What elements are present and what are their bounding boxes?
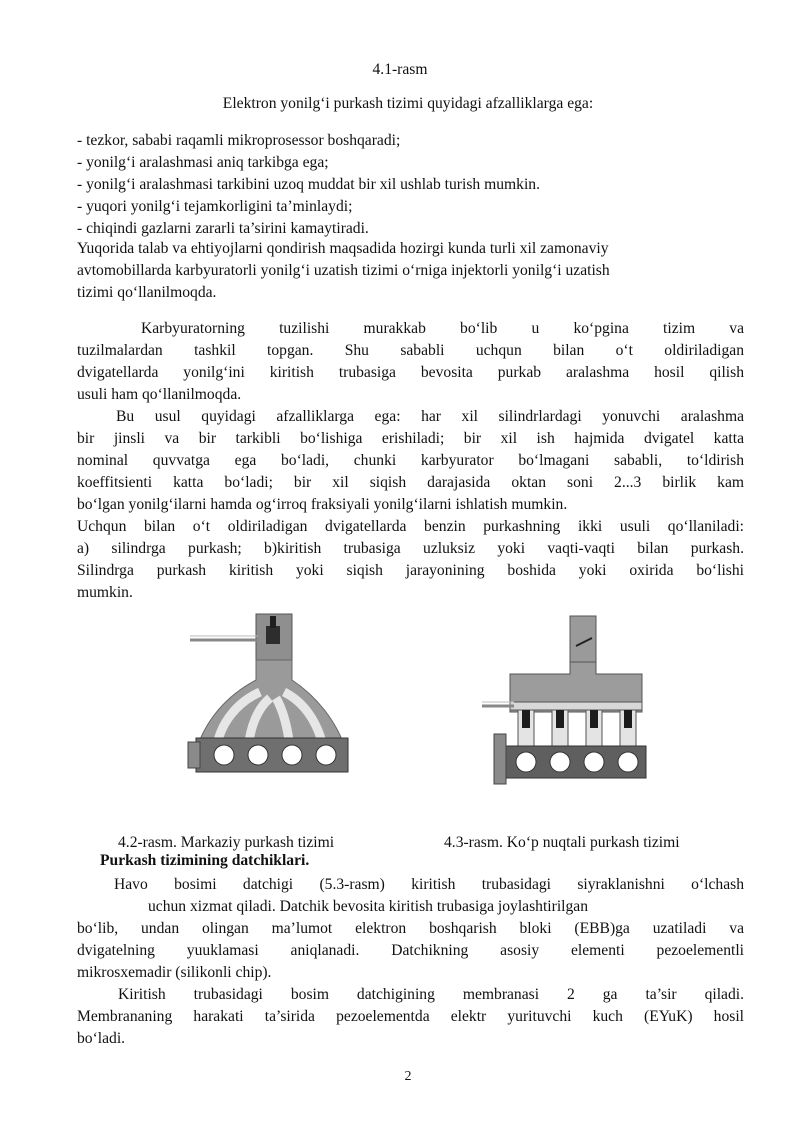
paragraph-line: nominal quvvatga ega bo‘ladi, chunki karbyurator bo‘lmagani sababli, to‘ldirish xyxy=(77,452,744,469)
paragraph-line: bo‘lib, undan olingan ma’lumot elektron boshqarish bloki (EBB)ga uzatiladi va xyxy=(77,920,744,937)
figure-caption-4-3: 4.3-rasm. Ko‘p nuqtali purkash tizimi xyxy=(444,833,680,851)
paragraph-line: Membrananing harakati ta’sirida pezoelementda elektr yurituvchi kuch (EYuK) hosil xyxy=(77,1008,744,1025)
figure-caption-4-1: 4.1-rasm xyxy=(372,61,428,78)
paragraph-line: a) silindrga purkash; b)kiritish trubasiga uzluksiz yoki vaqti-vaqti bilan purkash. xyxy=(77,540,744,557)
page-number: 2 xyxy=(404,1069,412,1084)
paragraph-line: dvigatelning yuuklamasi aniqlanadi. Datchikning asosiy elementi pezoelementli xyxy=(77,942,744,959)
paragraph-line: tuzilmalardan tashkil topgan. Shu sababli uchqun bilan o‘t oldiriladigan xyxy=(77,342,744,359)
bullet-item: - chiqindi gazlarni zararli ta’sirini kamaytiradi. xyxy=(77,220,369,237)
paragraph-line: usuli ham qo‘llanilmoqda. xyxy=(77,386,242,403)
paragraph-line: Karbyuratorning tuzilishi murakkab bo‘lib u ko‘pgina tizim va xyxy=(141,320,744,337)
intro-line: Elektron yonilg‘i purkash tizimi quyidagi afzalliklarga ega: xyxy=(222,95,594,112)
paragraph-line: Bu usul quyidagi afzalliklarga ega: har xil silindrlardagi yonuvchi aralashma xyxy=(116,408,744,425)
bullet-item: - yonilg‘i aralashmasi aniq tarkibga ega; xyxy=(77,154,329,171)
section-heading: Purkash tizimining datchiklari. xyxy=(100,852,310,869)
paragraph-line: tizimi qo‘llanilmoqda. xyxy=(77,284,217,301)
bullet-item: - yuqori yonilg‘i tejamkorligini ta’minlaydi; xyxy=(77,198,353,215)
paragraph-line: mumkin. xyxy=(77,584,133,601)
paragraph-line: Silindrga purkash kiritish yoki siqish jarayonining boshida yoki oxirida bo‘lishi xyxy=(77,562,744,579)
paragraph-line: bir jinsli va bir tarkibli bo‘lishiga erishiladi; bir xil ish hajmida dvigatel katta xyxy=(77,430,744,447)
paragraph-line: mikrosxemadir (silikonli chip). xyxy=(77,964,272,981)
bullet-item: - yonilg‘i aralashmasi tarkibini uzoq muddat bir xil ushlab turish mumkin. xyxy=(77,176,540,193)
paragraph-line: Kiritish trubasidagi bosim datchigining membranasi 2 ga ta’sir qiladi. xyxy=(118,986,744,1003)
paragraph-line: Havo bosimi datchigi (5.3-rasm) kiritish trubasidagi siyraklanishni o‘lchash xyxy=(114,876,744,893)
central-injection-illustration xyxy=(186,610,352,790)
paragraph-line: bo‘ladi. xyxy=(77,1030,126,1047)
paragraph-line: bo‘lgan yonilg‘ilarni hamda og‘irroq fraksiyali yonilg‘ilarni ishlatish mumkin. xyxy=(77,496,568,513)
bullet-item: - tezkor, sababi raqamli mikroprosessor boshqaradi; xyxy=(77,132,401,149)
paragraph-line: koeffitsienti katta bo‘ladi; bir xil siqish darajasida oktan soni 2...3 birlik kam xyxy=(77,474,744,491)
multipoint-injection-illustration xyxy=(480,612,650,792)
paragraph-line: dvigatellarda yonilg‘ini kiritish trubasiga bevosita purkab aralashma hosil qilish xyxy=(77,364,744,381)
paragraph-line: Yuqorida talab va ehtiyojlarni qondirish maqsadida hozirgi kunda turli xil zamonaviy xyxy=(77,240,609,257)
paragraph-line: avtomobillarda karbyuratorli yonilg‘i uzatish tizimi o‘rniga injektorli yonilg‘i uzatish xyxy=(77,262,610,279)
paragraph-line: uchun xizmat qiladi. Datchik bevosita kiritish trubasiga joylashtirilgan xyxy=(148,898,588,915)
figure-caption-4-2: 4.2-rasm. Markaziy purkash tizimi xyxy=(118,833,335,851)
paragraph-line: Uchqun bilan o‘t oldiriladigan dvigatellarda benzin purkashning ikki usuli qo‘llaniladi: xyxy=(77,518,744,535)
